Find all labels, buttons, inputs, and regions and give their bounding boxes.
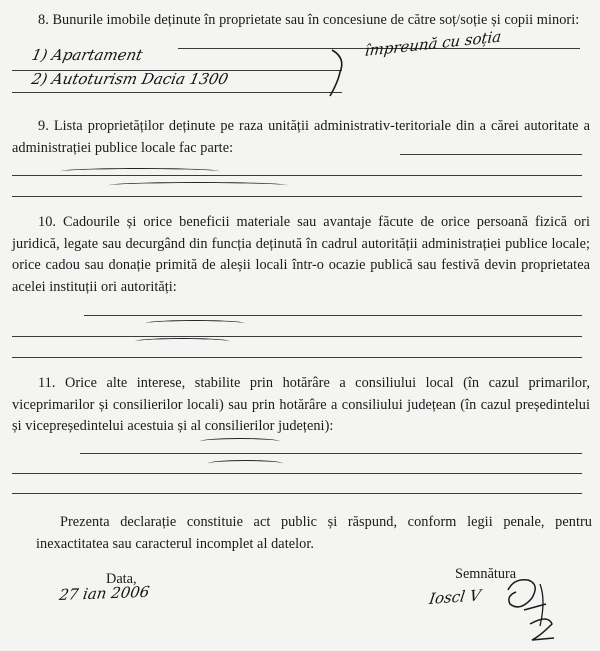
item-9-text: 9. Lista proprietăților deținute pe raza unității administrativ-teritoriale din a cărei autoritate a administrației publice locale fac parte: [12, 118, 590, 156]
signature-label: Semnătura [455, 566, 517, 582]
date-handwritten: 27 ian 2006 [58, 582, 151, 604]
item-8-handwritten-note: împreună cu soția [364, 27, 503, 60]
signature-handwritten-name: Ioscl V [428, 586, 482, 608]
item-8-text: 8. Bunurile imobile deținute în proprietate sau în concesiune de către soț/soție și copii minori: [38, 12, 580, 28]
item-8-handwritten-entry-2: 2) Autoturism Dacia 1300 [30, 70, 230, 88]
item-10-text: 10. Cadourile și orice beneficii materiale sau avantaje făcute de orice persoană fizică ori juridică, legate sau decurgând din funcția deținută în cadrul autorității administrației publice locale; orice cadou sau donație primită de aleșii locali într-o ocazie publică sau festivă devin proprietatea acelei instituții ori autorități: [12, 214, 590, 295]
date-label: Data, [106, 571, 137, 587]
item-11-text: 11. Orice alte interese, stabilite prin hotărâre a consiliului local (în cazul primarilor, viceprimarilor și consilierilor locali) sau prin hotărâre a consiliului județean (în cazul președintelui și vicepreședintelui acestuia și al consilierilor județeni): [12, 375, 590, 435]
legal-statement: Prezenta declarație constituie act public și răspund, conform legii penale, pentru inexactitatea sau caracterul incomplet al datelor. [36, 514, 592, 552]
item-8-handwritten-entry-1: 1) Apartament [30, 46, 145, 64]
